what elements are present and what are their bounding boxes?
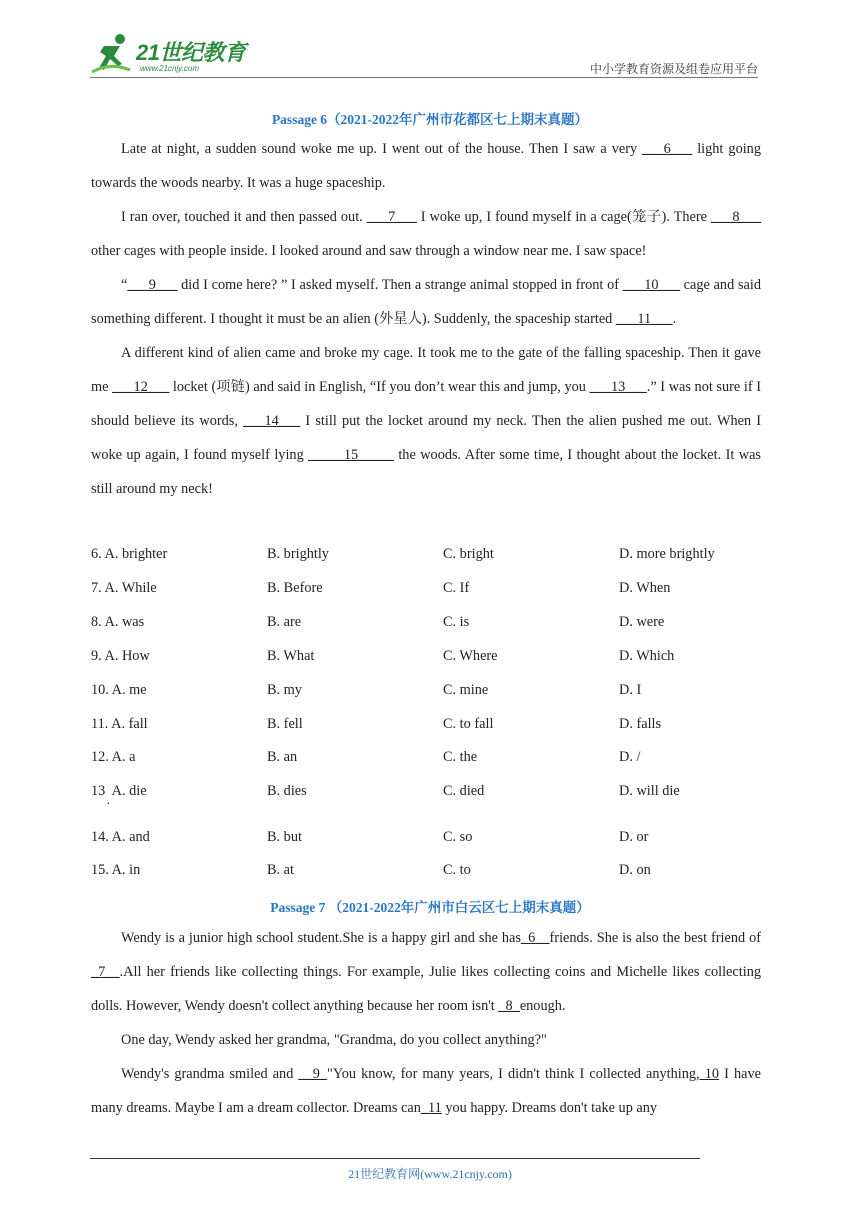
options-q10 <box>91 682 761 704</box>
option-d: D. When <box>619 580 671 596</box>
passage7-paragraph-2: One day, Wendy asked her grandma, "Grandma, do you collect anything?" <box>121 1032 547 1048</box>
header-divider <box>90 77 758 78</box>
option-a: 9. A. How <box>91 648 150 664</box>
runner-logo-icon <box>90 32 134 76</box>
blank-14: ___14___ <box>243 413 301 429</box>
page-header <box>90 30 758 78</box>
option-c: C. If <box>443 580 470 596</box>
option-a: 6. A. brighter <box>91 546 168 562</box>
option-c: C. Where <box>443 648 498 664</box>
logo-url: www.21cnjy.com <box>140 64 199 73</box>
blank-6: _6__ <box>520 930 550 946</box>
passage6-title: Passage 6（2021-2022年广州市花都区七上期末真题） <box>271 112 589 127</box>
blank-9: __9_ <box>298 1066 328 1082</box>
option-d: D. / <box>619 749 641 765</box>
logo-text: 21世纪教育 <box>136 40 246 65</box>
option-a: 13 A. die <box>91 783 147 799</box>
options-q12 <box>91 749 761 771</box>
option-c: C. the <box>443 749 478 765</box>
blank-10: 10 <box>699 1066 720 1082</box>
blank-6: ___6___ <box>642 141 693 157</box>
option-b: B. but <box>267 829 302 845</box>
blank-11: ___11___ <box>615 311 673 327</box>
option-d: D. will die <box>619 783 680 799</box>
logo <box>90 30 250 78</box>
blank-9: ___9___ <box>127 277 178 293</box>
options-q13 <box>91 783 761 805</box>
platform-name: 中小学教育资源及组卷应用平台 <box>589 62 758 76</box>
option-a: 7. A. While <box>91 580 157 596</box>
option-b: B. Before <box>267 580 323 596</box>
option-b: B. dies <box>267 783 307 799</box>
option-d: D. Which <box>619 648 675 664</box>
options-q9 <box>91 648 761 670</box>
blank-8: _8_ <box>498 998 520 1014</box>
passage7-paragraph-1: Wendy is a junior high school student.She is a happy girl and she has_6__friends. She is also the best friend of _7__.All her friends like collecting things. For example, Julie likes collecting coins and Michelle likes collecting dolls. However, Wendy doesn't collect anything because her room isn't _8_enough. <box>91 930 761 1014</box>
blank-7: _7__ <box>91 964 120 980</box>
option-c: C. so <box>443 829 473 845</box>
option-c: C. mine <box>443 682 489 698</box>
option-d: D. more brightly <box>619 546 715 562</box>
option-b: B. my <box>267 682 302 698</box>
option-a: 14. A. and <box>91 829 150 845</box>
option-c: C. died <box>443 783 485 799</box>
passage7-title: Passage 7 （2021-2022年广州市白云区七上期末真题） <box>270 900 590 915</box>
option-a: 11. A. fall <box>91 716 148 732</box>
option-d: D. were <box>619 614 665 630</box>
option-b: B. at <box>267 862 295 878</box>
option-b: B. are <box>267 614 302 630</box>
option-b: B. fell <box>267 716 303 732</box>
options-q6 <box>91 546 761 568</box>
options-q11 <box>91 716 761 738</box>
option-d: D. I <box>619 682 642 698</box>
footer-text: 21世纪教育网(www.21cnjy.com) <box>348 1167 512 1181</box>
option-a: 15. A. in <box>91 862 141 878</box>
blank-7: ___7___ <box>366 209 417 225</box>
blank-15: _____15_____ <box>308 447 394 463</box>
option-b: B. What <box>267 648 315 664</box>
option-d: D. or <box>619 829 649 845</box>
option-d: D. on <box>619 862 651 878</box>
stray-dot: · <box>106 797 111 812</box>
passage6-paragraph-4: A different kind of alien came and broke my cage. It took me to the gate of the falling spaceship. Then it gave me ___12___ locket (项链) and said in English, “If you don’t wear this and jump, you ___13___.” I was not sure if I should believe its words, ___14___ I still put the locket around my neck. Then the alien pushed me out. When I woke up again, I found myself lying _____15_____ the woods. After some time, I thought about the locket. It was still around my neck! <box>91 345 762 497</box>
option-b: B. brightly <box>267 546 329 562</box>
option-c: C. to <box>443 862 471 878</box>
blank-12: ___12___ <box>112 379 170 395</box>
option-c: C. to fall <box>443 716 494 732</box>
blank-10: ___10___ <box>622 277 680 293</box>
passage6-paragraph-1: Late at night, a sudden sound woke me up. I went out of the house. Then I saw a very ___6___ light going towards the woods nearby. It was a huge spaceship. <box>91 141 761 191</box>
passage7-paragraph-3: Wendy's grandma smiled and __9_"You know, for many years, I didn't think I collected anything, 10 I have many dreams. Maybe I am a dream collector. Dreams can_11 you happy. Dreams don't take up any <box>91 1066 761 1116</box>
option-c: C. bright <box>443 546 494 562</box>
passage6-paragraph-3: “___9___ did I come here? ” I asked myself. Then a strange animal stopped in front of ___10___ cage and said something different. I thought it must be an alien (外星人). Suddenly, the spaceship started ___11___. <box>91 277 761 327</box>
option-a: 10. A. me <box>91 682 147 698</box>
option-b: B. an <box>267 749 298 765</box>
option-a: 12. A. a <box>91 749 136 765</box>
option-d: D. falls <box>619 716 662 732</box>
options-q8 <box>91 614 761 636</box>
passage6-paragraph-2: I ran over, touched it and then passed out. ___7___ I woke up, I found myself in a cage(笼子). There ___8___ other cages with people inside. I looked around and saw through a window near me. I saw space! <box>91 209 761 259</box>
blank-13: ___13___ <box>589 379 647 395</box>
footer-divider <box>90 1158 700 1159</box>
options-q14 <box>91 829 761 851</box>
options-q7 <box>91 580 761 602</box>
option-a: 8. A. was <box>91 614 145 630</box>
blank-11: _11 <box>420 1100 442 1116</box>
passage7-body <box>91 921 761 1125</box>
blank-8: ___8___ <box>710 209 761 225</box>
option-c: C. is <box>443 614 470 630</box>
options-q15 <box>91 862 761 884</box>
passage6-body <box>91 132 761 506</box>
